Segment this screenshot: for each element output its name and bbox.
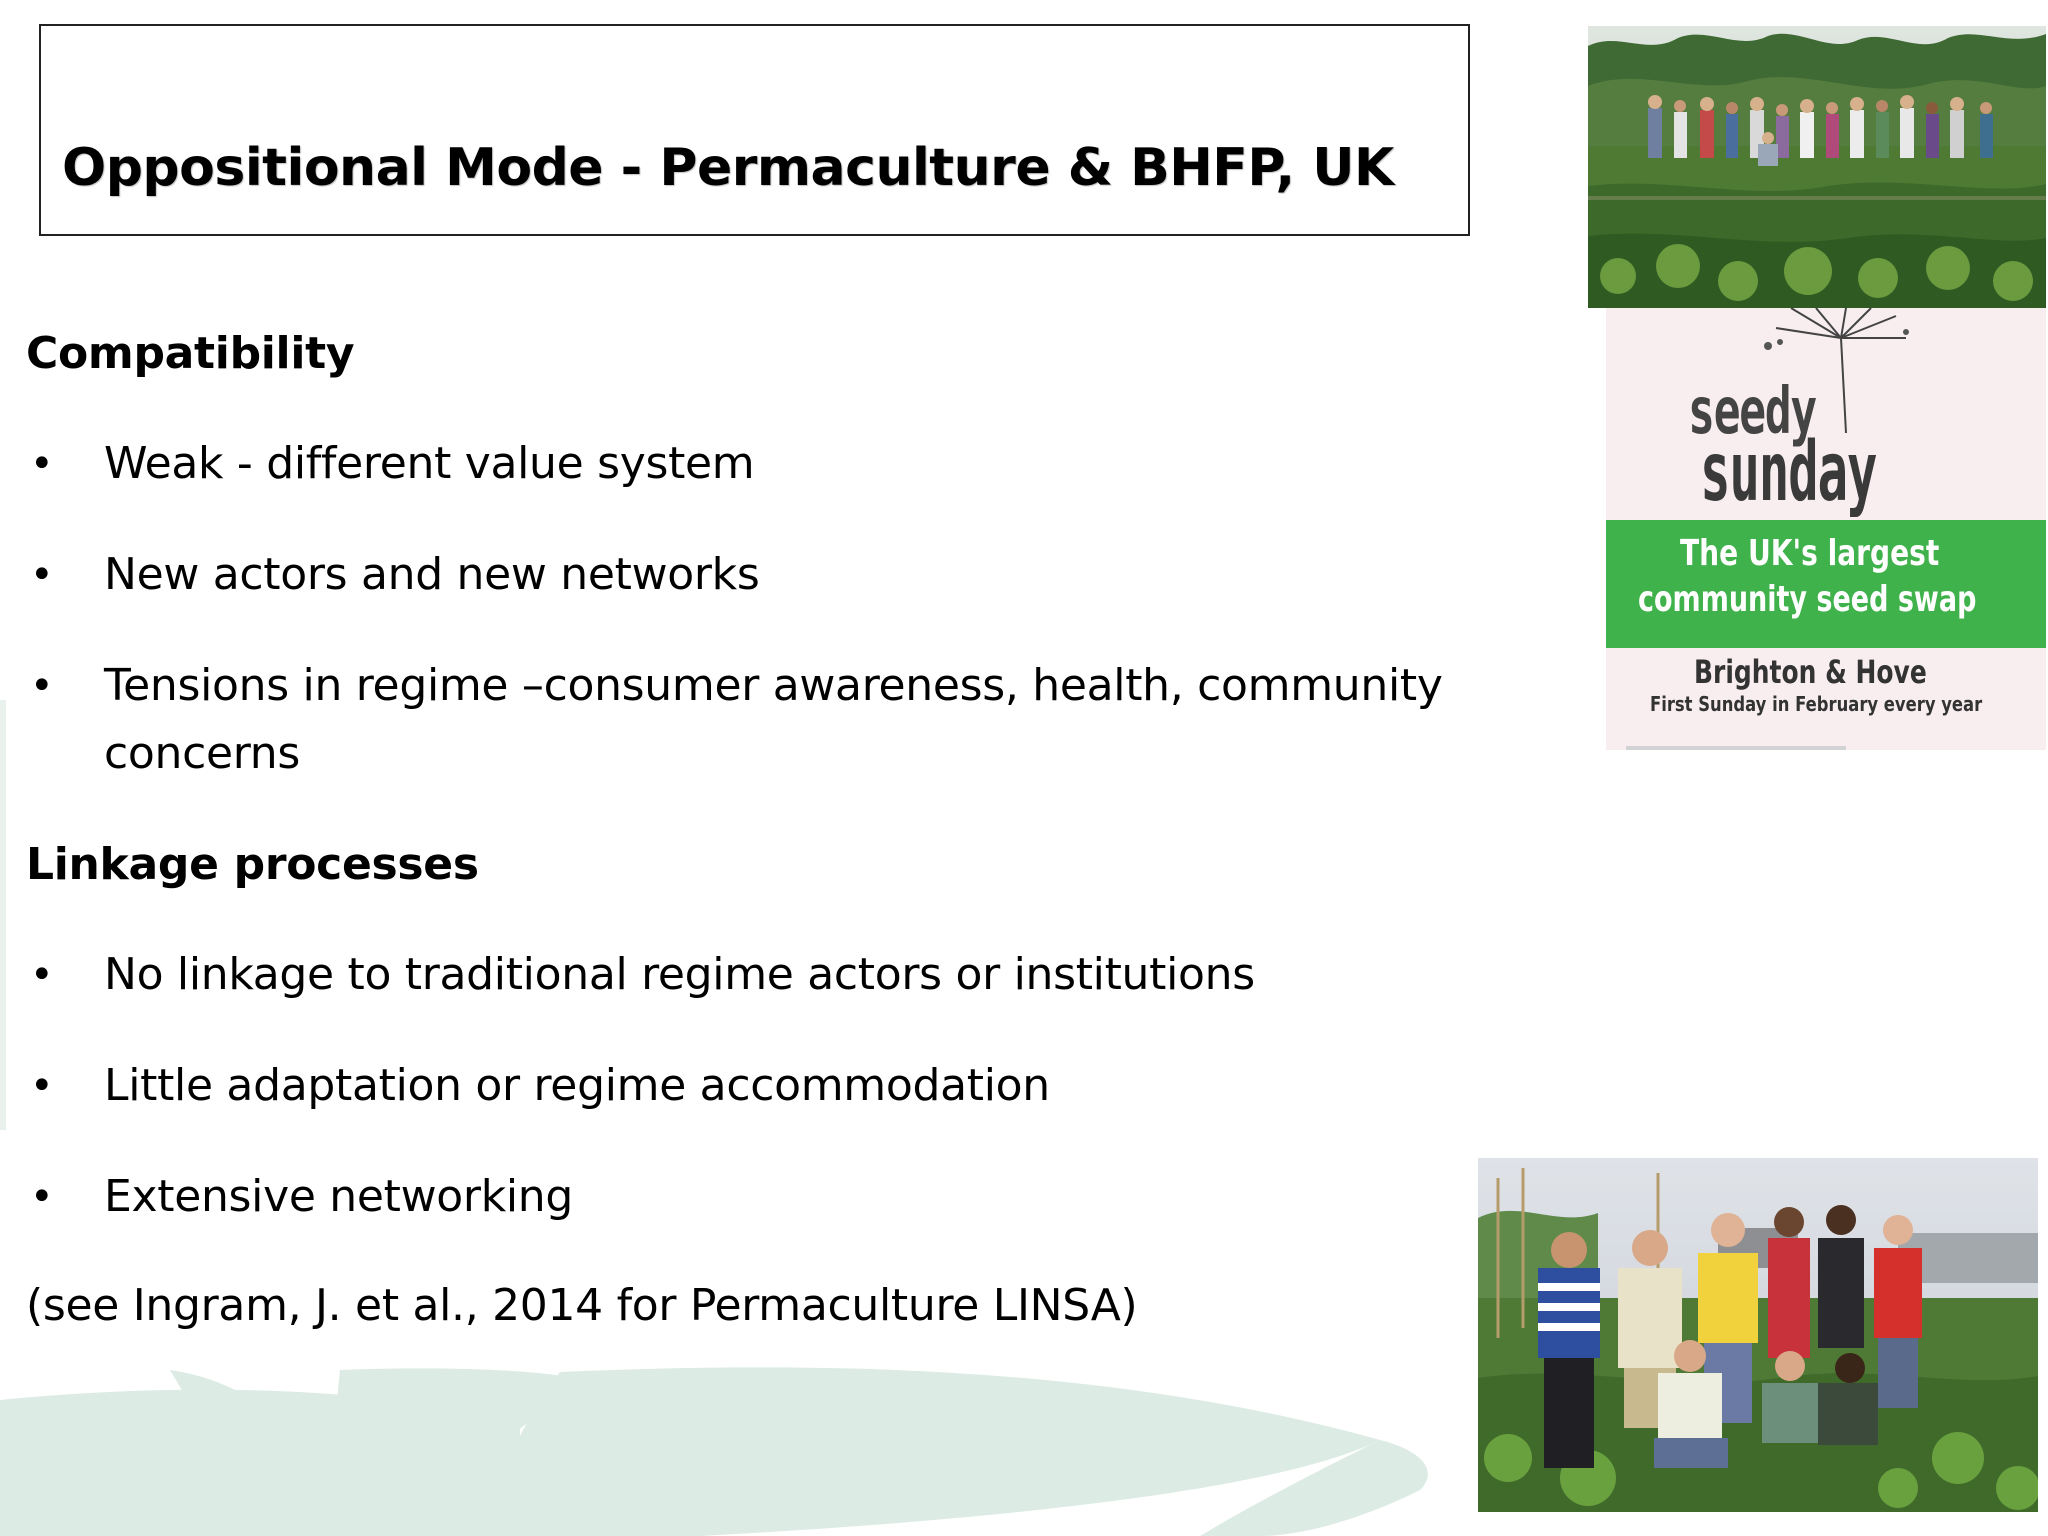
poster-banner-line2: community seed swap: [1638, 579, 1977, 620]
title-box: [39, 24, 1470, 236]
allotment-group-photo: [1478, 1158, 2038, 1512]
bullet-text: Extensive networking: [104, 1171, 574, 1222]
slide-title: Oppositional Mode - Permaculture & BHFP, UK: [62, 138, 1394, 198]
poster-word-sunday: sunday: [1700, 425, 1877, 520]
poster-schedule: First Sunday in February every year: [1650, 692, 1983, 716]
compatibility-heading: Compatibility: [26, 328, 355, 379]
poster-place: Brighton & Hove: [1694, 653, 1927, 691]
bullet-text: New actors and new networks: [104, 549, 760, 600]
bullet-marker: •: [30, 952, 54, 998]
bullet-text: Tensions in regime –consumer awareness, health, community concerns: [104, 660, 1443, 779]
bullet-marker: •: [30, 441, 54, 487]
bullet-marker: •: [30, 552, 54, 598]
bullet-marker: •: [30, 1174, 54, 1220]
bullet-marker: •: [30, 663, 54, 709]
citation-note: (see Ingram, J. et al., 2014 for Permaculture LINSA): [26, 1280, 1138, 1331]
seedy-sunday-poster: [1606, 308, 2046, 750]
bullet-text: Little adaptation or regime accommodation: [104, 1060, 1050, 1111]
poster-banner-line1: The UK's largest: [1680, 533, 1940, 574]
bullet-text: No linkage to traditional regime actors or institutions: [104, 949, 1255, 1000]
poster-word-seedy: seedy: [1688, 375, 1816, 449]
bullet-marker: •: [30, 1063, 54, 1109]
bullet-text: Weak - different value system: [104, 438, 755, 489]
linkage-processes-heading: Linkage processes: [26, 839, 479, 890]
garden-group-photo: [1588, 26, 2046, 308]
